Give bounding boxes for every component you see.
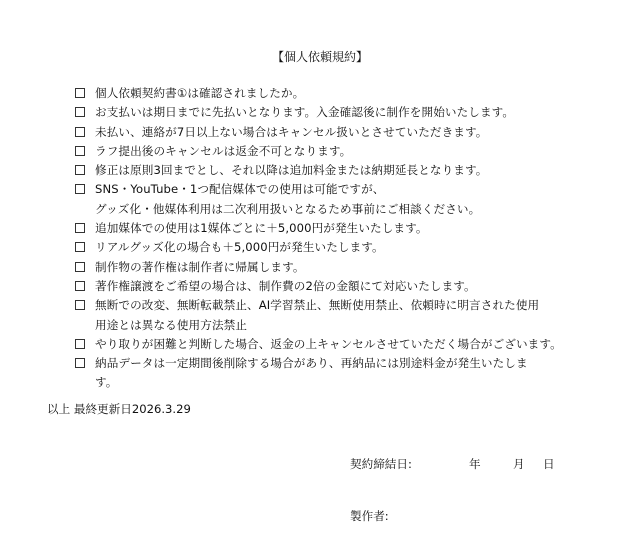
checklist-item — [72, 123, 592, 142]
checkbox[interactable] — [75, 262, 85, 272]
month-label: 月 — [513, 457, 525, 471]
checklist-item — [72, 103, 592, 122]
checklist-item — [72, 142, 592, 161]
checklist-item-text: 個人依頼契約書①は確認されましたか。 — [95, 86, 305, 100]
checklist-item — [72, 335, 592, 354]
checkbox[interactable] — [75, 281, 85, 291]
checklist-item — [72, 258, 592, 277]
checklist-item — [72, 238, 592, 257]
checklist-item — [72, 84, 592, 103]
checkbox[interactable] — [75, 184, 85, 194]
checklist-item — [72, 161, 592, 180]
checklist-item-text: やり取りが困難と判断した場合、返金の上キャンセルさせていただく場合がございます。 — [95, 336, 562, 351]
contract-date-label: 契約締結日: — [350, 457, 412, 471]
maker-label: 製作者: — [350, 509, 389, 523]
checklist-item-text: 無断での改変、無断転載禁止、AI学習禁止、無断使用禁止、依頼時に明言された使用 — [95, 298, 540, 313]
checkbox[interactable] — [75, 165, 85, 175]
checklist-item — [72, 180, 592, 219]
checklist-item-text: す。 — [95, 375, 118, 390]
checkbox[interactable] — [75, 146, 85, 156]
checkbox[interactable] — [75, 107, 85, 117]
year-label: 年 — [469, 457, 481, 471]
day-label: 日 — [543, 457, 555, 471]
checklist-item-text: 修正は原則3回までとし、それ以降は追加料金または納期延長となります。 — [95, 163, 488, 178]
last-updated: 以上 最終更新日2026.3.29 — [47, 402, 191, 416]
checklist-item — [72, 296, 592, 335]
checklist-item-text: 用途とは異なる使用方法禁止 — [95, 317, 248, 332]
checklist-item-text: お支払いは期日までに先払いとなります。入金確認後に制作を開始いたします。 — [95, 105, 515, 120]
checkbox[interactable] — [75, 242, 85, 252]
checkbox[interactable] — [75, 223, 85, 233]
checklist-item-text: グッズ化・他媒体利用は二次利用扱いとなるため事前にご相談ください。 — [95, 201, 481, 216]
checkbox[interactable] — [75, 358, 85, 368]
checklist-item-text: SNS・YouTube・1つ配信媒体での使用は可能ですが、 — [95, 182, 385, 197]
checkbox[interactable] — [75, 88, 85, 98]
checkbox[interactable] — [75, 339, 85, 349]
checklist-item — [72, 354, 592, 393]
checklist-item — [72, 277, 592, 296]
checklist-item-text: 納品データは一定期間後削除する場合があり、再納品には別途料金が発生いたしま — [95, 356, 528, 371]
checklist-item-text: リアルグッズ化の場合も＋5,000円が発生いたします。 — [95, 240, 384, 255]
document-title: 【個人依頼規約】 — [271, 50, 368, 64]
checklist-item-text: 追加媒体での使用は1媒体ごとに＋5,000円が発生いたします。 — [95, 221, 428, 236]
checklist-item-text: 著作権譲渡をご希望の場合は、制作費の2倍の金額にて対応いたします。 — [95, 278, 476, 293]
checklist-item-text: 制作物の著作権は制作者に帰属します。 — [95, 259, 305, 274]
checklist-item-text: ラフ提出後のキャンセルは返金不可となります。 — [95, 143, 352, 158]
checkbox[interactable] — [75, 300, 85, 310]
checklist-item-text: 未払い、連絡が7日以上ない場合はキャンセル扱いとさせていただきます。 — [95, 124, 488, 139]
terms-checklist — [72, 84, 592, 393]
checkbox[interactable] — [75, 127, 85, 137]
checklist-item — [72, 219, 592, 238]
